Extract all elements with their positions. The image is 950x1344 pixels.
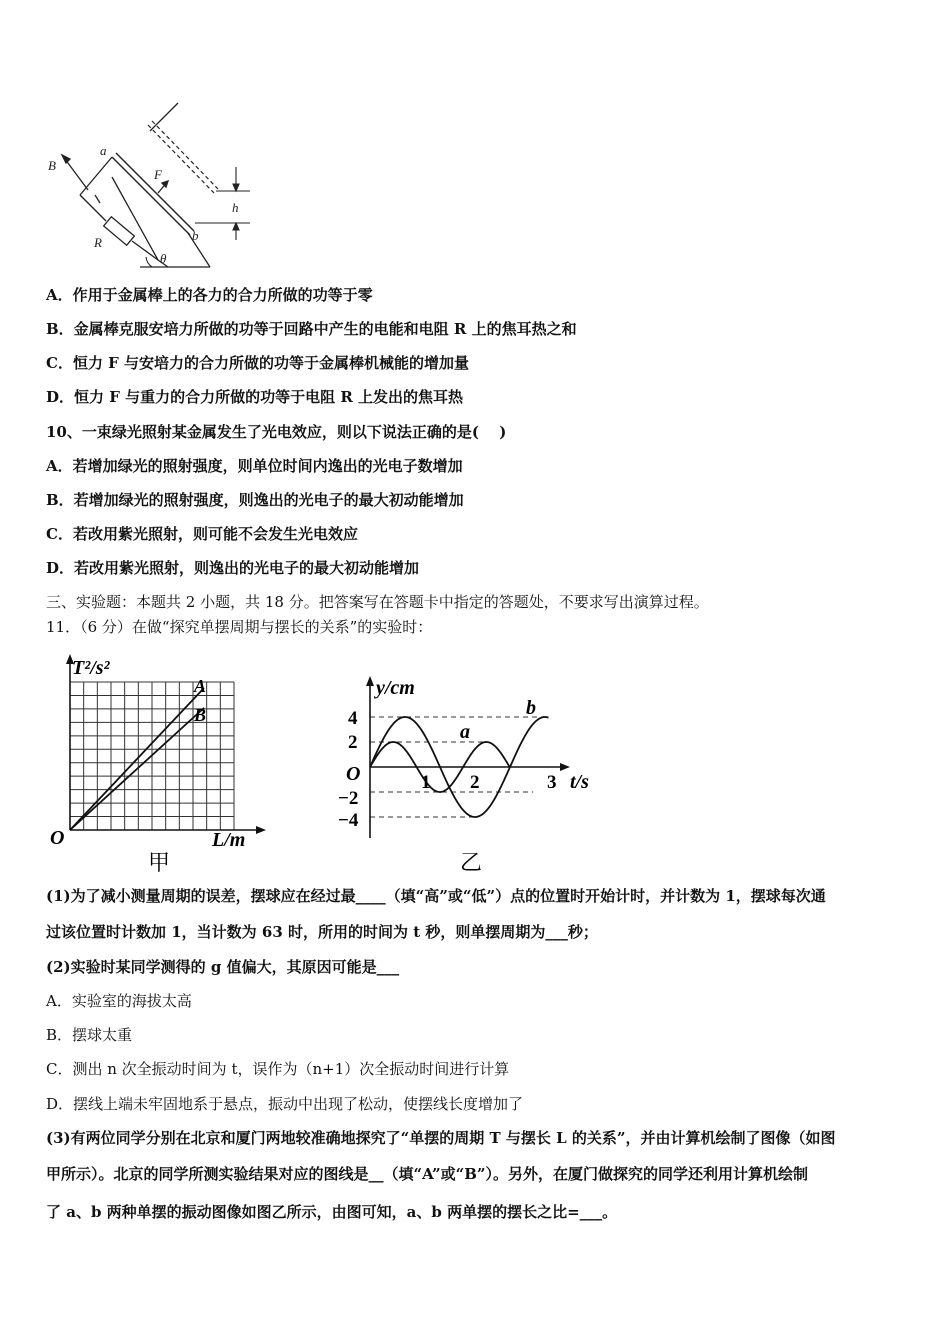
label-F: F (154, 167, 162, 182)
q11-stem: 11．（6 分）在做“探究单摆周期与摆长的关系”的实验时： (46, 618, 433, 636)
rod-raised-position (148, 121, 218, 193)
yi-tick-neg4: −4 (338, 810, 359, 831)
q10-option-c: C．若改用紫光照射，则可能不会发生光电效应 (46, 525, 358, 543)
label-b: b (192, 228, 199, 243)
yi-tick-t3: 3 (547, 772, 557, 793)
yi-x-label: t/s (570, 771, 589, 793)
section-3-heading: 三、实验题：本题共 2 小题，共 18 分。把答案写在答题卡中指定的答题处，不要求写出演算过程。 (46, 593, 709, 611)
jia-label-A: A (194, 676, 207, 696)
incline-rail-figure (40, 95, 270, 275)
yi-y-arrow (366, 676, 374, 686)
yi-label-b: b (526, 697, 536, 719)
jia-x-arrow (256, 826, 266, 834)
graph-jia (44, 648, 274, 878)
q11-part3-line3: 了 a、b 两种单摆的振动图像如图乙所示，由图可知，a、b 两单摆的摆长之比=___。 (46, 1203, 618, 1221)
q11-part2-option-c: C．测出 n 次全振动时间为 t，误作为（n+1）次全振动时间进行计算 (46, 1060, 510, 1078)
q11-part2-stem: (2)实验时某同学测得的 g 值偏大，其原因可能是___ (46, 958, 400, 976)
label-R: R (94, 235, 102, 250)
q10-option-d: D．若改用紫光照射，则逸出的光电子的最大初动能增加 (46, 559, 420, 577)
q9-option-c: C．恒力 F 与安培力的合力所做的功等于金属棒机械能的增加量 (46, 354, 470, 372)
yi-tick-4: 4 (348, 708, 358, 729)
label-B: B (48, 158, 56, 173)
q10-option-b: B．若增加绿光的照射强度，则逸出的光电子的最大初动能增加 (46, 491, 464, 509)
q9-option-d: D．恒力 F 与重力的合力所做的功等于电阻 R 上发出的焦耳热 (46, 388, 464, 406)
yi-origin-label: O (346, 763, 361, 785)
q11-part1-line2: 过该位置时计数加 1，当计数为 63 时，所用的时间为 t 秒，则单摆周期为___秒； (46, 923, 598, 941)
jia-line-B (70, 708, 204, 830)
force-F-arrow (158, 181, 168, 193)
yi-tick-t1: 1 (421, 772, 431, 793)
q11-part3-line2: 甲所示）。北京的同学所测实验结果对应的图线是__（填“A”或“B”）。另外，在厦门做探究的同学还利用计算机绘制 (46, 1165, 809, 1183)
q11-part2-option-d: D．摆线上端未牢固地系于悬点，振动中出现了松动，使摆线长度增加了 (46, 1095, 524, 1113)
angle-theta-arc (146, 257, 152, 267)
label-a: a (100, 143, 107, 158)
yi-tick-neg2: −2 (338, 788, 359, 809)
jia-x-label: L/m (212, 829, 246, 851)
yi-caption: 乙 (460, 850, 483, 875)
q11-part2-option-b: B．摆球太重 (46, 1026, 133, 1044)
label-theta: θ (160, 251, 167, 266)
jia-label-B: B (194, 705, 207, 725)
yi-tick-t2: 2 (470, 772, 480, 793)
jia-origin-label: O (50, 827, 65, 849)
yi-tick-2: 2 (348, 732, 358, 753)
jia-y-label: T²/s² (72, 657, 110, 679)
q9-option-b: B．金属棒克服安培力所做的功等于回路中产生的电能和电阻 R 上的焦耳热之和 (46, 320, 577, 338)
q11-part3-line1: (3)有两位同学分别在北京和厦门两地较准确地探究了“单摆的周期 T 与摆长 L 的关系”，并由计算机绘制了图像（如图 (46, 1129, 836, 1147)
q10-option-a: A．若增加绿光的照射强度，则单位时间内逸出的光电子数增加 (46, 457, 463, 475)
height-h-marker (195, 167, 250, 240)
q9-option-a: A．作用于金属棒上的各力的合力所做的功等于零 (46, 286, 373, 304)
metal-rod-ab (112, 153, 194, 235)
q11-part2-option-a: A．实验室的海拔太高 (46, 992, 192, 1010)
magnetic-field-arrow (62, 155, 88, 190)
graph-yi (330, 670, 610, 880)
label-h: h (232, 200, 239, 215)
yi-label-a: a (460, 721, 470, 743)
q11-part1-line1: (1)为了减小测量周期的误差，摆球应在经过最____（填“高”或“低”）点的位置时开始计时，并计数为 1，摆球每次通 (46, 887, 826, 905)
q10-stem: 10、一束绿光照射某金属发生了光电效应，则以下说法正确的是( ) (46, 423, 507, 441)
yi-y-label: y/cm (376, 677, 415, 699)
jia-caption: 甲 (148, 850, 171, 875)
resistor-R (80, 195, 158, 260)
yi-x-arrow (560, 763, 570, 771)
